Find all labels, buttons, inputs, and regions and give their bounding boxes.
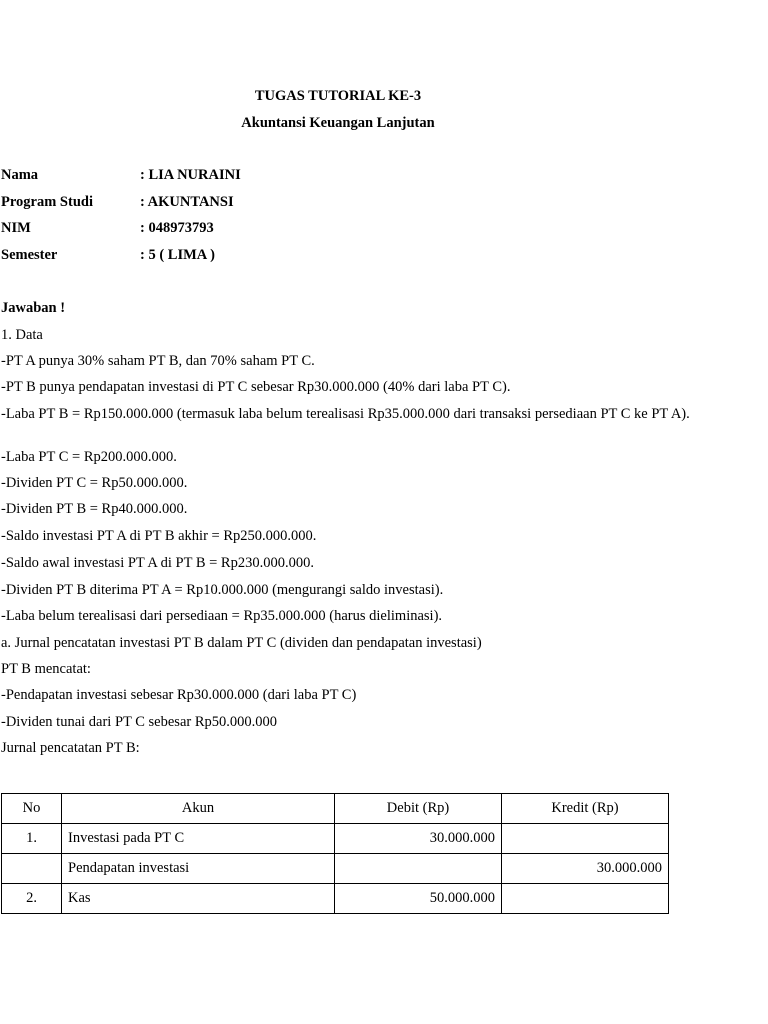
journal-caption: Jurnal pencatatan PT B: (1, 740, 140, 756)
cell-debit: 50.000.000 (335, 884, 502, 914)
data-line: -Dividen PT B diterima PT A = Rp10.000.000 (mengurangi saldo investasi). (1, 582, 444, 598)
part-a-heading: a. Jurnal pencatatan investasi PT B dalam PT C (dividen dan pendapatan investasi) (1, 635, 482, 651)
table-row (2, 854, 669, 884)
cell-kredit (502, 824, 669, 854)
header-akun: Akun (62, 794, 335, 824)
header-kredit: Kredit (Rp) (502, 794, 669, 824)
cell-kredit: 30.000.000 (502, 854, 669, 884)
cell-debit (335, 854, 502, 884)
data-line: -Saldo awal investasi PT A di PT B = Rp230.000.000. (1, 555, 314, 571)
record-line: -Pendapatan investasi sebesar Rp30.000.000 (dari laba PT C) (1, 687, 357, 703)
data-line: -PT A punya 30% saham PT B, dan 70% saham PT C. (1, 353, 315, 369)
identity-label-program-studi: Program Studi (1, 194, 93, 210)
cell-no: 2. (2, 884, 62, 914)
table-row (2, 884, 669, 914)
identity-label-nama: Nama (1, 167, 39, 183)
cell-akun: Investasi pada PT C (62, 824, 335, 854)
data-line: -Dividen PT B = Rp40.000.000. (1, 501, 188, 517)
data-line: -PT B punya pendapatan investasi di PT C sebesar Rp30.000.000 (40% dari laba PT C). (1, 379, 511, 395)
data-line: -Laba PT C = Rp200.000.000. (1, 449, 177, 465)
answer-heading: Jawaban ! (1, 300, 66, 316)
cell-no: 1. (2, 824, 62, 854)
journal-table (1, 793, 669, 914)
data-line: -Laba belum terealisasi dari persediaan = Rp35.000.000 (harus dieliminasi). (1, 608, 443, 624)
cell-akun: Kas (62, 884, 335, 914)
cell-akun: Pendapatan investasi (62, 854, 335, 884)
pt-b-records-label: PT B mencatat: (1, 661, 91, 677)
header-no: No (2, 794, 62, 824)
data-line: -Laba PT B = Rp150.000.000 (termasuk laba belum terealisasi Rp35.000.000 dari transaksi persediaan PT C ke PT A). (1, 406, 690, 422)
identity-label-nim: NIM (1, 220, 31, 236)
table-header-row (2, 794, 669, 824)
identity-value-program-studi: : AKUNTANSI (140, 194, 234, 210)
table-row (2, 824, 669, 854)
data-line: -Dividen PT C = Rp50.000.000. (1, 475, 188, 491)
document-subtitle: Akuntansi Keuangan Lanjutan (241, 115, 435, 131)
cell-debit: 30.000.000 (335, 824, 502, 854)
cell-kredit (502, 884, 669, 914)
identity-value-nama: : LIA NURAINI (140, 167, 241, 183)
cell-no (2, 854, 62, 884)
identity-value-semester: : 5 ( LIMA ) (140, 247, 215, 263)
header-debit: Debit (Rp) (335, 794, 502, 824)
data-line: -Saldo investasi PT A di PT B akhir = Rp250.000.000. (1, 528, 317, 544)
identity-value-nim: : 048973793 (140, 220, 214, 236)
document-title: TUGAS TUTORIAL KE-3 (254, 88, 422, 104)
section-heading: 1. Data (1, 327, 43, 343)
record-line: -Dividen tunai dari PT C sebesar Rp50.000.000 (1, 714, 278, 730)
identity-label-semester: Semester (1, 247, 58, 263)
